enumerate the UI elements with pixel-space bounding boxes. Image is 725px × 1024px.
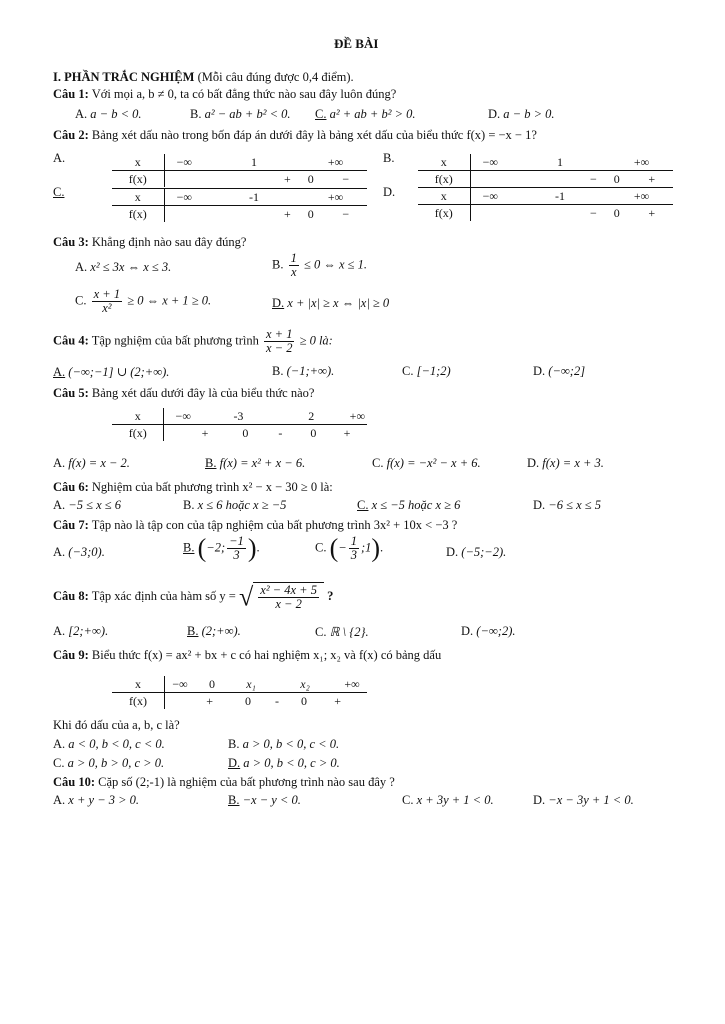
question-label: Câu 10: bbox=[53, 775, 96, 789]
question-text: Tập nào là tập con của tập nghiệm của bất phương trình 3x² + 10x < −3 ? bbox=[91, 518, 458, 532]
q7-option-c: C. (− $\frac{1}{3}$ ;1). bbox=[315, 533, 384, 563]
question-text: Biểu thức f(x) = ax² + bx + c có hai nghiệm x₁; x₂ và f(x) có bảng dấu bbox=[91, 648, 442, 662]
question-text: Nghiệm của bất phương trình x² − x − 30 ≥ 0 là: bbox=[91, 480, 333, 494]
q4-option-a: A. (−∞;−1] ∪ (2;+∞). bbox=[53, 365, 170, 379]
q2-option-c: C. bbox=[53, 185, 65, 199]
q5-option-d: D. f(x) = x + 3. bbox=[527, 456, 604, 470]
question-10 bbox=[53, 775, 395, 790]
q1-option-d: D. a − b > 0. bbox=[488, 107, 555, 121]
question-2 bbox=[53, 128, 537, 143]
question-1 bbox=[53, 87, 396, 102]
question-text: Với mọi a, b ≠ 0, ta có bất đẳng thức nào sau đây luôn đúng? bbox=[91, 87, 397, 101]
section-note: (Mỗi câu đúng được 0,4 điểm). bbox=[197, 70, 354, 84]
question-label: Câu 8: bbox=[53, 589, 89, 604]
q10-option-a: A. x + y − 3 > 0. bbox=[53, 793, 140, 807]
q2-option-a: A. bbox=[53, 151, 66, 165]
q8-option-a: A. [2;+∞). bbox=[53, 624, 109, 638]
sign-table-c: x −∞ -1 +∞ f(x) + 0 − bbox=[112, 188, 367, 222]
q6-option-d: D. −6 ≤ x ≤ 5 bbox=[533, 498, 601, 512]
q4-option-d: D. (−∞;2] bbox=[533, 364, 586, 378]
q10-option-c: C. x + 3y + 1 < 0. bbox=[402, 793, 494, 807]
sign-table-q5: x −∞ -3 2 +∞ f(x) + 0 - 0 + bbox=[112, 408, 367, 441]
question-9 bbox=[53, 648, 441, 663]
q5-option-b: B. f(x) = x² + x − 6. bbox=[205, 456, 306, 470]
q1-option-c: C. a² + ab + b² > 0. bbox=[315, 107, 416, 121]
question-label: Câu 3: bbox=[53, 235, 89, 249]
sign-table-b: x −∞ 1 +∞ f(x) − 0 + x −∞ -1 +∞ f(x) − 0 + bbox=[418, 154, 673, 221]
section-heading bbox=[53, 70, 354, 85]
question-7 bbox=[53, 518, 457, 533]
page-title: ĐỀ BÀI bbox=[334, 36, 379, 51]
question-text: Tập nghiệm của bất phương trình bbox=[91, 333, 259, 348]
q9-option-c: C. a > 0, b > 0, c > 0. bbox=[53, 756, 165, 770]
q8-option-d: D. (−∞;2). bbox=[461, 624, 516, 638]
q2-option-d: D. bbox=[383, 185, 396, 199]
section-title: I. PHẦN TRẮC NGHIỆM bbox=[53, 70, 195, 84]
question-text: Khẳng định nào sau đây đúng? bbox=[91, 235, 247, 249]
question-label: Câu 1: bbox=[53, 87, 89, 101]
q9-option-d: D. a > 0, b < 0, c > 0. bbox=[228, 756, 340, 770]
q10-option-d: D. −x − 3y + 1 < 0. bbox=[533, 793, 634, 807]
q5-option-a: A. f(x) = x − 2. bbox=[53, 456, 130, 470]
question-label: Câu 4: bbox=[53, 333, 89, 348]
q5-option-c: C. f(x) = −x² − x + 6. bbox=[372, 456, 481, 470]
q4-option-c: C. [−1;2) bbox=[402, 364, 451, 378]
q9-option-a: A. a < 0, b < 0, c < 0. bbox=[53, 737, 165, 751]
q7-option-d: D. (−5;−2). bbox=[446, 545, 507, 559]
q1-option-b: B. a² − ab + b² < 0. bbox=[190, 107, 291, 121]
q9-follow-up: Khi đó dấu của a, b, c là? bbox=[53, 718, 180, 732]
q6-option-a: A. −5 ≤ x ≤ 6 bbox=[53, 498, 121, 512]
question-5 bbox=[53, 386, 314, 401]
q8-option-b: B. (2;+∞). bbox=[187, 624, 241, 638]
question-text: Bảng xét dấu nào trong bốn đáp án dưới đây là bảng xét dấu của biểu thức f(x) = −x − 1? bbox=[91, 128, 537, 142]
question-label: Câu 5: bbox=[53, 386, 89, 400]
question-3 bbox=[53, 235, 246, 250]
q8-option-c: C. ℝ \ {2}. bbox=[315, 625, 369, 639]
q3-option-d: D. x + |x| ≥ x ⇔ |x| ≥ 0 bbox=[272, 296, 390, 310]
sign-table-q9: x −∞ 0 x₁ x₂ +∞ f(x) + 0 - 0 + bbox=[112, 676, 367, 709]
question-label: Câu 7: bbox=[53, 518, 89, 532]
question-text: Tập xác định của hàm số y = bbox=[91, 589, 236, 604]
question-4: Câu 4: Tập nghiệm của bất phương trình $\frac{x + 1}{x - 2}$ ≥ 0 là: bbox=[53, 327, 333, 356]
question-8: Câu 8: Tập xác định của hàm số y = √ $\frac{\text{x² − 4x + 5}}{x - 2}$ ? bbox=[53, 582, 334, 612]
q6-option-c: C. x ≤ −5 hoặc x ≥ 6 bbox=[357, 498, 461, 512]
question-label: Câu 2: bbox=[53, 128, 89, 142]
q4-option-b: B. (−1;+∞). bbox=[272, 364, 335, 378]
q1-option-a: A. a − b < 0. bbox=[75, 107, 142, 121]
q7-option-b: B. (−2; $\frac{-1}{3}$ ). bbox=[183, 533, 260, 563]
question-label: Câu 9: bbox=[53, 648, 89, 662]
question-text: Cặp số (2;-1) là nghiệm của bất phương trình nào sau đây ? bbox=[98, 775, 395, 789]
q10-option-b: B. −x − y < 0. bbox=[228, 793, 301, 807]
q3-option-a: A. x² ≤ 3x ⇔ x ≤ 3. bbox=[75, 260, 172, 274]
question-text: Bảng xét dấu dưới đây là của biểu thức nào? bbox=[91, 386, 315, 400]
q7-option-a: A. (−3;0). bbox=[53, 545, 105, 559]
q3-option-c: C. $\frac{x + 1}{\text{x²}}$ ≥ 0 ⇔ x + 1 ≥ 0. bbox=[75, 287, 212, 316]
q2-option-b: B. bbox=[383, 151, 395, 165]
sign-table-a: x −∞ 1 +∞ f(x) + 0 − bbox=[112, 154, 367, 187]
question-label: Câu 6: bbox=[53, 480, 89, 494]
q3-option-b: B. $\frac{1}{x}$ ≤ 0 ⇔ x ≤ 1. bbox=[272, 251, 367, 280]
q6-option-b: B. x ≤ 6 hoặc x ≥ −5 bbox=[183, 498, 287, 512]
q9-option-b: B. a > 0, b < 0, c < 0. bbox=[228, 737, 340, 751]
question-6 bbox=[53, 480, 333, 495]
